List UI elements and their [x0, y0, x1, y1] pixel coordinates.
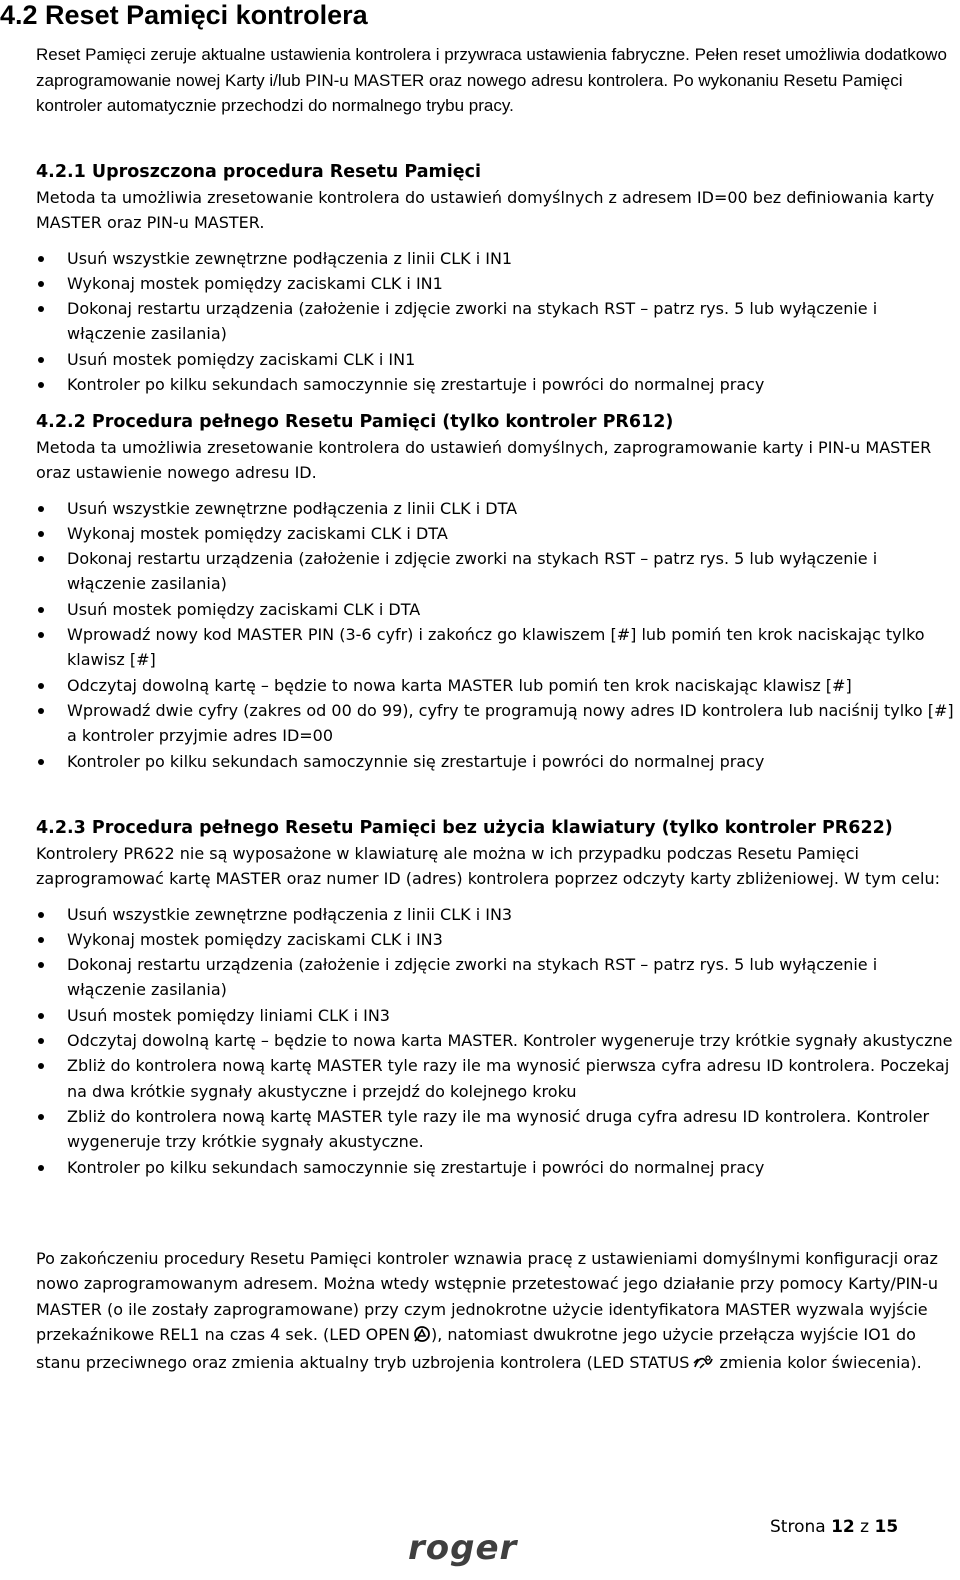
intro-paragraph: Reset Pamięci zeruje aktualne ustawienia kontrolera i przywraca ustawienia fabryczne. Pełen reset umożliwia dodatkowo zaprogramowanie nowej Karty i/lub PIN-u MASTER oraz nowego adresu kontrolera. Po wykonaniu Resetu Pamięci kontroler automatycznie przechodzi do normalnego trybu pracy. [36, 45, 947, 115]
list-item: Wprowadź nowy kod MASTER PIN (3-6 cyfr) i zakończ go klawiszem [#] lub pomiń ten krok naciskając tylko klawisz [#] [36, 622, 956, 673]
list-item: Kontroler po kilku sekundach samoczynnie się zrestartuje i powróci do normalnej pracy [36, 749, 956, 774]
step-list [36, 902, 956, 1180]
closing-paragraph [36, 1246, 960, 1378]
subsection-lead: Metoda ta umożliwia zresetowanie kontrolera do ustawień domyślnych z adresem ID=00 bez definiowania karty MASTER oraz PIN-u MASTER. [36, 188, 935, 233]
list-item: Dokonaj restartu urządzenia (założenie i zdjęcie zworki na stykach RST – patrz rys. 5 lub wyłączenie i włączenie zasilania) [36, 296, 956, 347]
step-list [36, 246, 956, 398]
page-separator: z [860, 1517, 870, 1537]
page-label: Strona [770, 1517, 826, 1537]
list-item: Dokonaj restartu urządzenia (założenie i zdjęcie zworki na stykach RST – patrz rys. 5 lub wyłączenie i włączenie zasilania) [36, 952, 956, 1003]
list-item: Usuń wszystkie zewnętrzne podłączenia z linii CLK i DTA [36, 496, 956, 521]
led-status-icon [692, 1353, 714, 1378]
led-open-icon [413, 1325, 431, 1350]
list-item: Wykonaj mostek pomiędzy zaciskami CLK i DTA [36, 521, 956, 546]
list-item: Usuń wszystkie zewnętrzne podłączenia z linii CLK i IN3 [36, 902, 956, 927]
page-current: 12 [831, 1517, 855, 1537]
subsection-lead: Kontrolery PR622 nie są wyposażone w klawiaturę ale można w ich przypadku podczas Resetu Pamięci zaprogramować kartę MASTER oraz numer ID (adres) kontrolera poprzez odczyty karty zbliżeniowej. W tym celu: [36, 844, 940, 889]
section-4-2-1 [36, 160, 956, 397]
list-item: Usuń mostek pomiędzy zaciskami CLK i DTA [36, 597, 956, 622]
section-4-2-2 [36, 410, 956, 774]
list-item: Usuń wszystkie zewnętrzne podłączenia z linii CLK i IN1 [36, 246, 956, 271]
brand-logo: roger [408, 1528, 518, 1568]
subsection-lead: Metoda ta umożliwia zresetowanie kontrolera do ustawień domyślnych, zaprogramowanie karty i PIN-u MASTER oraz ustawienie nowego adresu ID. [36, 438, 932, 483]
list-item: Wprowadź dwie cyfry (zakres od 00 do 99), cyfry te programują nowy adres ID kontrolera lub naciśnij tylko [#] a kontroler przyjmie adres ID=00 [36, 698, 956, 749]
list-item: Usuń mostek pomiędzy liniami CLK i IN3 [36, 1003, 956, 1028]
page-total: 15 [874, 1517, 899, 1537]
list-item: Usuń mostek pomiędzy zaciskami CLK i IN1 [36, 347, 956, 372]
closing-text-2: ), natomiast dwukrotne jego użycie przełącza wyjście IO1 do stanu przeciwnego oraz zmienia aktualny tryb uzbrojenia kontrolera (LED STATUS [36, 1324, 916, 1373]
list-item: Odczytaj dowolną kartę – będzie to nowa karta MASTER lub pomiń ten krok naciskając klawisz [#] [36, 673, 956, 698]
list-item: Zbliż do kontrolera nową kartę MASTER tyle razy ile ma wynosić druga cyfra adresu ID kontrolera. Kontroler wygeneruje trzy krótkie sygnały akustyczne. [36, 1104, 956, 1155]
subsection-title: 4.2.2 Procedura pełnego Resetu Pamięci (tylko kontroler PR612) [36, 412, 674, 432]
list-item: Kontroler po kilku sekundach samoczynnie się zrestartuje i powróci do normalnej pracy [36, 372, 956, 397]
subsection-title: 4.2.3 Procedura pełnego Resetu Pamięci bez użycia klawiatury (tylko kontroler PR622) [36, 818, 893, 838]
section-4-2-3 [36, 816, 956, 1180]
step-list [36, 496, 956, 774]
list-item: Wykonaj mostek pomiędzy zaciskami CLK i IN1 [36, 271, 956, 296]
list-item: Dokonaj restartu urządzenia (założenie i zdjęcie zworki na stykach RST – patrz rys. 5 lub wyłączenie i włączenie zasilania) [36, 546, 956, 597]
page-number [770, 1515, 898, 1539]
list-item: Kontroler po kilku sekundach samoczynnie się zrestartuje i powróci do normalnej pracy [36, 1155, 956, 1180]
list-item: Odczytaj dowolną kartę – będzie to nowa karta MASTER. Kontroler wygeneruje trzy krótkie sygnały akustyczne [36, 1028, 956, 1053]
closing-text-1: Po zakończeniu procedury Resetu Pamięci kontroler wznawia pracę z ustawieniami domyślnymi konfiguracji oraz nowo zaprogramowanym adresem. Można wtedy wstępnie przetestować jego działanie przy pomocy Karty/PIN-u MASTER (o ile zostały zaprogramowane) przy czym jednokrotne użycie identyfikatora MASTER wyzwala wyjście przekaźnikowe REL1 na czas 4 sek. (LED OPEN [36, 1249, 939, 1344]
closing-text-3: zmienia kolor świecenia). [714, 1353, 922, 1373]
section-heading: 4.2 Reset Pamięci kontrolera [0, 0, 368, 30]
list-item: Wykonaj mostek pomiędzy zaciskami CLK i IN3 [36, 927, 956, 952]
list-item: Zbliż do kontrolera nową kartę MASTER tyle razy ile ma wynosić pierwsza cyfra adresu ID kontrolera. Poczekaj na dwa krótkie sygnały akustyczne i przejdź do kolejnego kroku [36, 1053, 956, 1104]
subsection-title: 4.2.1 Uproszczona procedura Resetu Pamięci [36, 162, 481, 182]
